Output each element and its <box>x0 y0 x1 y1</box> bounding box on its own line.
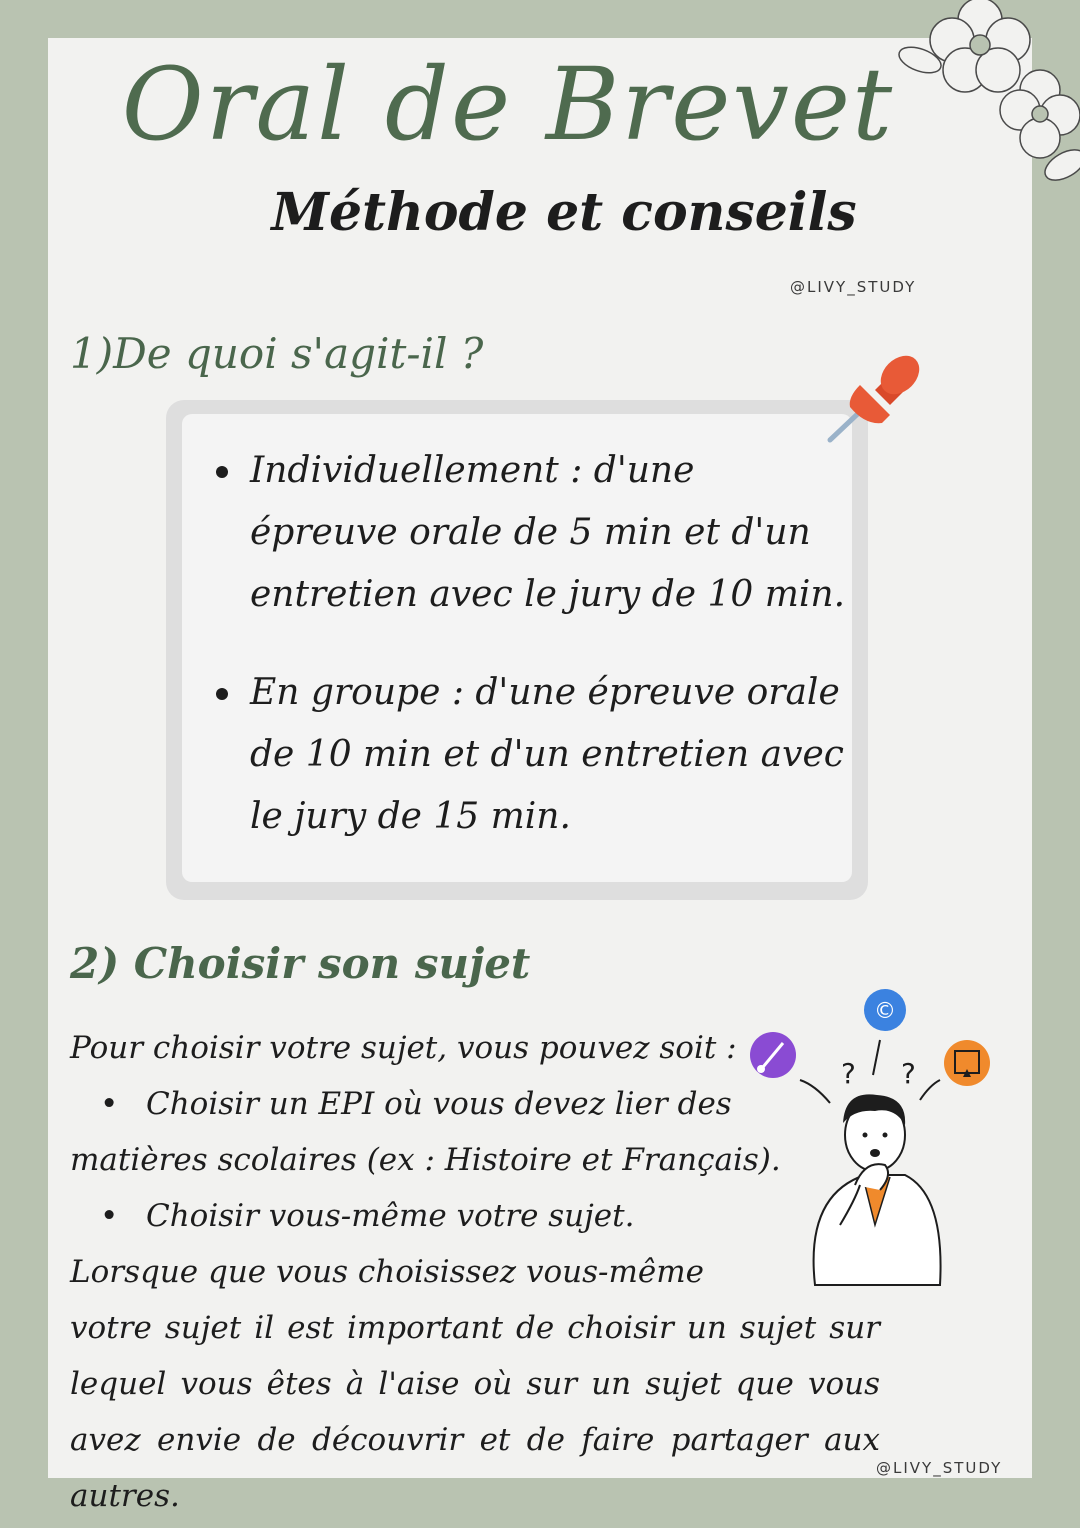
page-title: Oral de Brevet <box>121 46 895 163</box>
section2-title: 2) Choisir son sujet <box>70 939 531 988</box>
pushpin-icon <box>820 345 930 450</box>
section1-title: 1)De quoi s'agit-il ? <box>70 329 484 378</box>
section2-paragraph-start: Lorsque que vous choisissez vous-même <box>70 1254 704 1290</box>
section2-bullet-epi-text: Choisir un EPI où vous devez lier des <box>146 1086 732 1122</box>
section2-bullet-epi-continuation: matières scolaires (ex : Histoire et Français). <box>70 1142 781 1178</box>
thinking-person-icon <box>745 985 1005 1290</box>
author-handle-footer: @LIVY_STUDY <box>876 1459 1003 1477</box>
section2-paragraph: votre sujet il est important de choisir un sujet sur lequel vous êtes à l'aise où sur un sujet que vous avez envie de découvrir et de faire partager aux autres. <box>70 1310 880 1514</box>
copyright-icon <box>864 989 906 1031</box>
bullet-individual: Individuellement : d'une épreuve orale de 5 min et d'un entretien avec le jury de 10 min. <box>210 440 850 626</box>
question-mark-left: ? <box>841 1057 856 1090</box>
bullet-group: En groupe : d'une épreuve orale de 10 min et d'un entretien avec le jury de 15 min. <box>210 662 850 848</box>
question-mark-right: ? <box>901 1057 916 1090</box>
brush-icon <box>750 1032 796 1078</box>
section1-bullet-list <box>210 440 850 884</box>
page-subtitle: Méthode et conseils <box>271 182 857 243</box>
svg-text:©: © <box>874 999 896 1024</box>
section2-bullet-self-text: Choisir vous-même votre sujet. <box>146 1198 635 1234</box>
section2-intro: Pour choisir votre sujet, vous pouvez soit : <box>70 1030 737 1066</box>
selection-frame-icon <box>944 1040 990 1086</box>
author-handle: @LIVY_STUDY <box>790 278 917 296</box>
